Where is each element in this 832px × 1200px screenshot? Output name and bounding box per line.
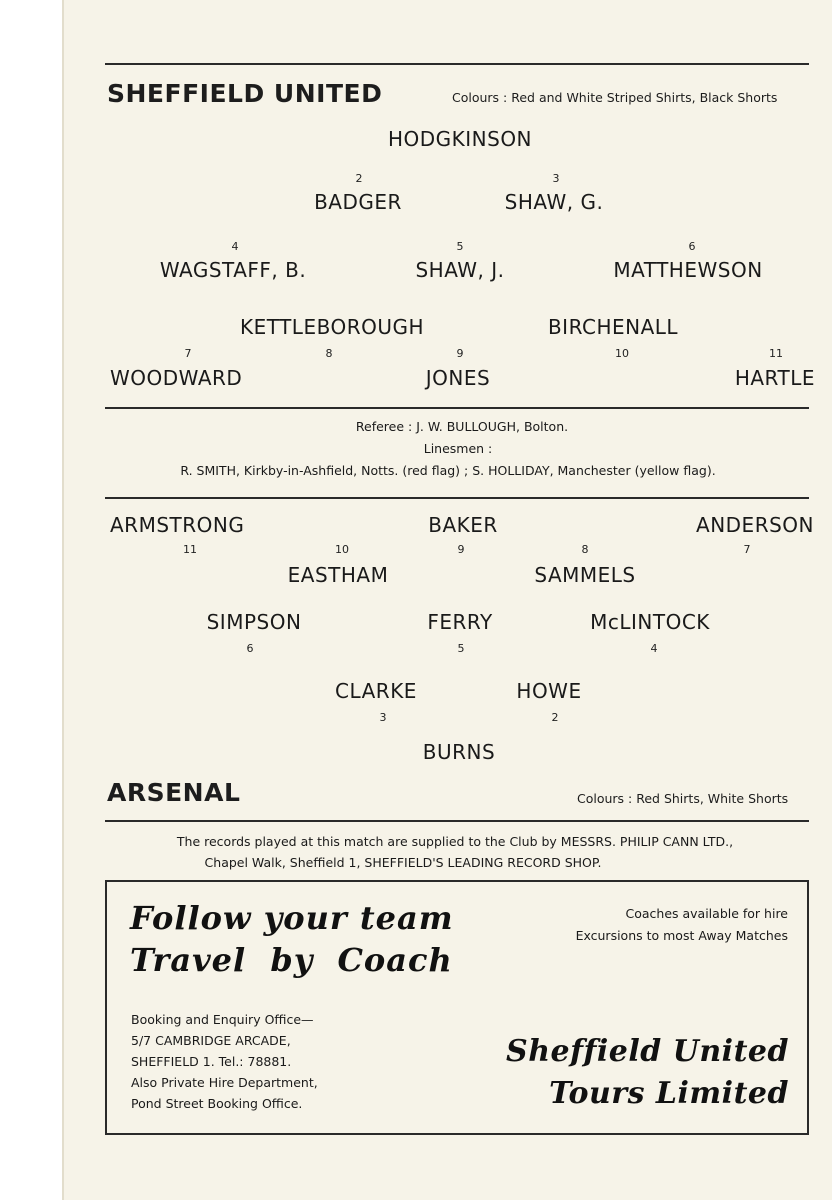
referee: Referee : J. W. BULLOUGH, Bolton.: [355, 419, 569, 434]
home-number-6: 6: [688, 240, 696, 253]
away-number-7: 7: [743, 543, 751, 556]
home-player-kettleborough: KETTLEBOROUGH: [239, 315, 425, 339]
linesmen-label: Linesmen :: [423, 441, 493, 456]
away-number-4: 4: [650, 642, 658, 655]
advert-slogan-line2: Travel by Coach: [130, 941, 453, 979]
linesmen: R. SMITH, Kirkby-in-Ashfield, Notts. (red flag) ; S. HOLLIDAY, Manchester (yellow flag).: [180, 463, 716, 478]
home-player-4: WAGSTAFF, B.: [159, 258, 307, 282]
home-player-11: HARTLE: [734, 366, 815, 390]
home-number-4: 4: [231, 240, 239, 253]
home-player-6: MATTHEWSON: [613, 258, 763, 282]
home-colours: Colours : Red and White Striped Shirts, Black Shorts: [452, 90, 778, 105]
away-colours: Colours : Red Shirts, White Shorts: [577, 791, 789, 806]
officials-bottom-rule: [105, 497, 809, 499]
advert-coaches-line1: Coaches available for hire: [625, 906, 788, 921]
away-rule: [105, 820, 809, 822]
records-note-line1: The records played at this match are supplied to the Club by MESSRS. PHILIP CANN LTD.,: [176, 834, 734, 849]
away-number-8: 8: [581, 543, 589, 556]
away-number-11: 11: [183, 543, 197, 556]
home-player-1: HODGKINSON: [387, 127, 533, 151]
away-player-10: EASTHAM: [287, 563, 389, 587]
advert-address-1: Booking and Enquiry Office—: [131, 1012, 314, 1027]
home-player-7: WOODWARD: [110, 366, 243, 390]
away-player-9: BAKER: [428, 513, 498, 537]
home-number-10: 10: [615, 347, 629, 360]
home-player-5: SHAW, J.: [415, 258, 505, 282]
home-player-3: SHAW, G.: [504, 190, 604, 214]
away-player-3: CLARKE: [335, 679, 417, 703]
away-player-4: McLINTOCK: [590, 610, 710, 634]
away-player-1: BURNS: [422, 740, 496, 764]
away-player-11: ARMSTRONG: [110, 513, 245, 537]
home-number-5: 5: [456, 240, 464, 253]
advert-address-5: Pond Street Booking Office.: [131, 1096, 303, 1111]
away-number-5: 5: [457, 642, 465, 655]
records-note-line2: Chapel Walk, Sheffield 1, SHEFFIELD'S LEADING RECORD SHOP.: [204, 855, 602, 870]
away-number-6: 6: [246, 642, 254, 655]
home-number-2: 2: [355, 172, 363, 185]
officials-top-rule: [105, 407, 809, 409]
away-player-8: SAMMELS: [534, 563, 636, 587]
home-player-2: BADGER: [314, 190, 402, 214]
home-player-9: JONES: [425, 366, 491, 390]
away-player-2: HOWE: [516, 679, 582, 703]
away-number-10: 10: [335, 543, 349, 556]
advert-coaches-line2: Excursions to most Away Matches: [575, 928, 788, 943]
home-number-7: 7: [184, 347, 192, 360]
top-rule: [105, 63, 809, 65]
away-number-9: 9: [457, 543, 465, 556]
home-number-9: 9: [456, 347, 464, 360]
away-player-7: ANDERSON: [696, 513, 814, 537]
advert-address-2: 5/7 CAMBRIDGE ARCADE,: [131, 1033, 291, 1048]
home-number-8: 8: [325, 347, 333, 360]
advert-address-3: SHEFFIELD 1. Tel.: 78881.: [131, 1054, 292, 1069]
home-number-3: 3: [552, 172, 560, 185]
away-number-2: 2: [551, 711, 559, 724]
advert-company-line1: Sheffield United: [506, 1034, 789, 1069]
away-number-3: 3: [379, 711, 387, 724]
away-team-name: ARSENAL: [107, 778, 241, 807]
away-player-6: SIMPSON: [206, 610, 302, 634]
advert-slogan-line1: Follow your team: [130, 899, 454, 937]
away-player-5: FERRY: [427, 610, 493, 634]
home-team-name: SHEFFIELD UNITED: [107, 79, 383, 108]
advert-address-4: Also Private Hire Department,: [131, 1075, 318, 1090]
home-player-birchenall: BIRCHENALL: [547, 315, 679, 339]
advert-company-line2: Tours Limited: [549, 1076, 789, 1111]
home-number-11: 11: [769, 347, 783, 360]
